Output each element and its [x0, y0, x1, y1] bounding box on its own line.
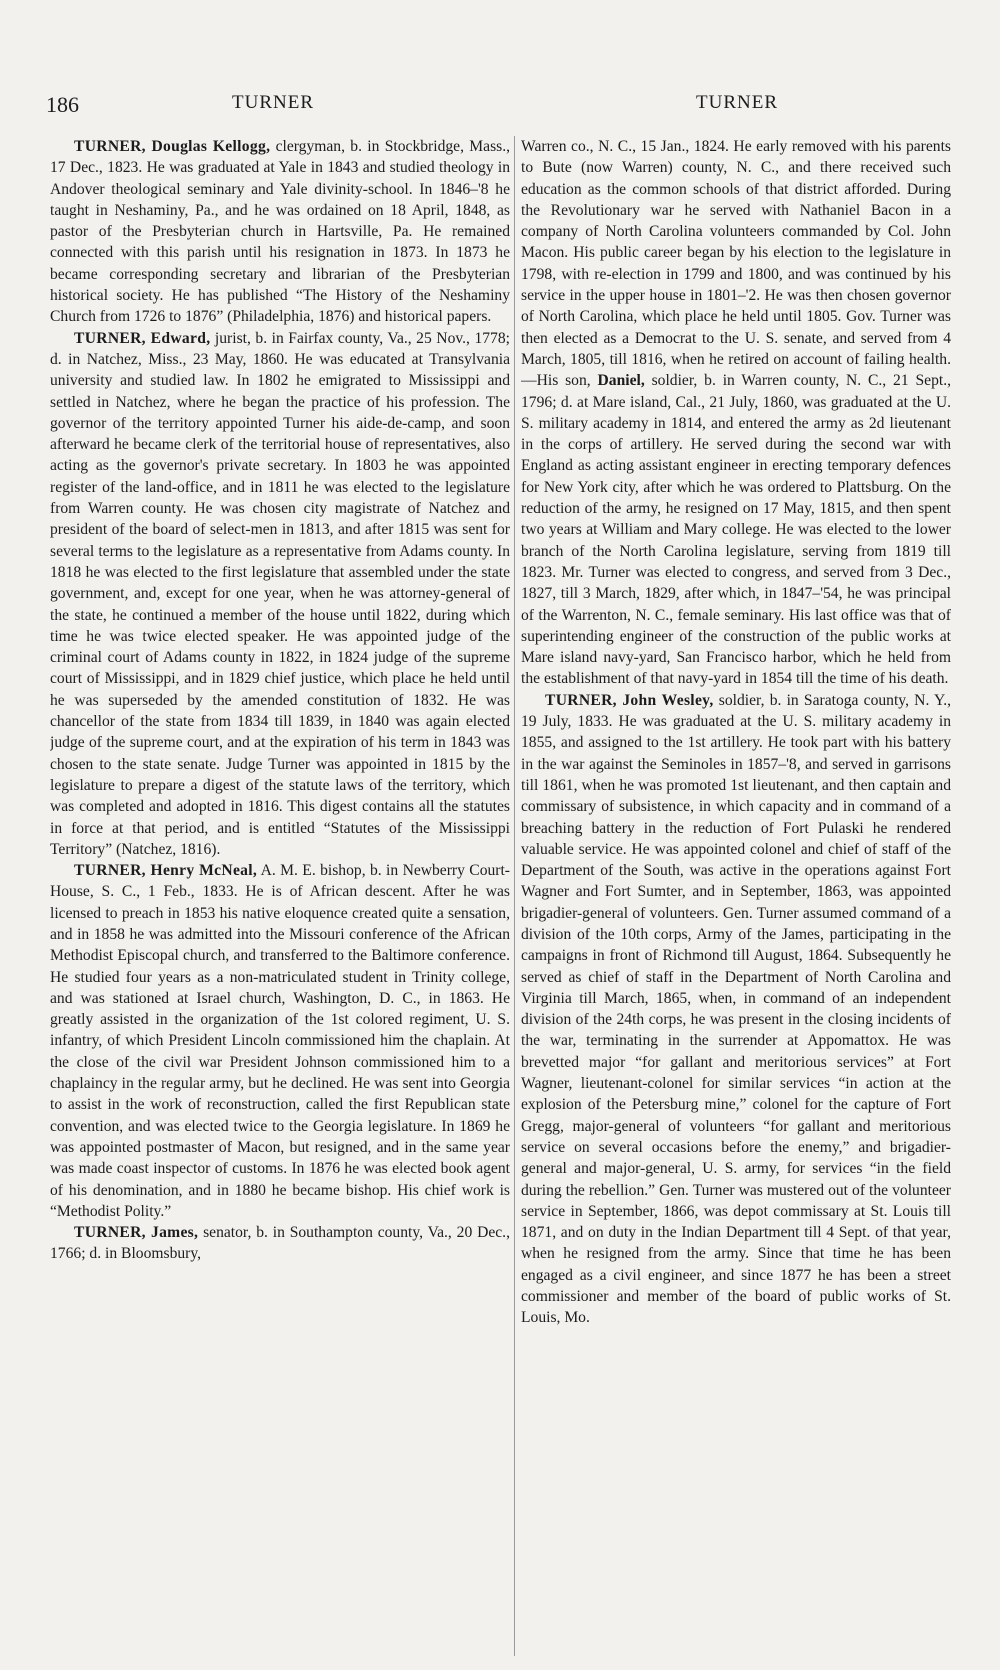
- column-divider: [514, 136, 515, 1656]
- entry-headword: TURNER, Douglas Kellogg,: [74, 138, 271, 155]
- sub-entry-name: Daniel,: [597, 372, 645, 390]
- entry-edward-turner: [50, 328, 510, 860]
- running-head-left: TURNER: [232, 92, 314, 113]
- entry-headword: TURNER, Henry McNeal,: [74, 862, 258, 880]
- entry-james-turner: [50, 1222, 510, 1265]
- page-number: 186: [46, 92, 79, 117]
- entry-text: jurist, b. in Fairfax county, Va., 25 Nov., 1778; d. in Natchez, Miss., 23 May, 1860. He was educated at Transylvania university and studied law. In 1802 he emigrated to Mississippi and settled in Natchez, where he began the practice of his profession. The governor of the territory appointed Turner his aide-de-camp, and soon afterward he became clerk of the territorial house of representatives, also acting as the governor's private secretary. In 1803 he was appointed register of the land-office, and in 1811 he was elected to the legislature from Warren county. He was chosen city magistrate of Natchez and president of the board of select-men in 1813, and after 1815 was sent for several terms to the legislature as a representative from Adams county. In 1818 he was elected to the first legislature that assembled under the state government, and, except for one year, when he was attorney-general of the state, he continued a member of the house until 1822, during which time he was twice elected speaker. He was appointed judge of the criminal court of Adams county in 1822, in 1824 judge of the supreme court of Mississippi, and in 1829 chief justice, which place he held until he was superseded by the amended constitution of 1832. He was chancellor of the state from 1834 till 1839, in 1840 was again elected judge of the supreme court, and at the expiration of his term in 1843 was chosen to the state senate. Judge Turner was appointed in 1815 by the legislature to prepare a digest of the statute laws of the territory, which was completed and adopted in 1816. This digest contains all the statutes in force at that period, and is entitled “Statutes of the Mississippi Territory” (Natchez, 1816).: [50, 329, 510, 858]
- left-column: [50, 136, 510, 1616]
- entry-douglas-kellogg-turner: [50, 136, 510, 328]
- entry-headword: TURNER, John Wesley,: [545, 691, 714, 709]
- entry-james-turner-continued: [521, 136, 951, 690]
- entry-henry-mcneal-turner: [50, 860, 510, 1222]
- entry-text: Warren co., N. C., 15 Jan., 1824. He early removed with his parents to Bute (now Warren) county, N. C., and there received such education as the common schools of that district afforded. During the Revolutionary war he served with Nathaniel Bacon in a company of North Carolina volunteers commanded by Col. John Macon. His public career began by his election to the legislature in 1798, with re-election in 1799 and 1800, and was continued by his service in the upper house in 1801–'2. He was then chosen governor of North Carolina, which place he held until 1805. Gov. Turner was then elected as a Democrat to the U. S. senate, and served from 4 March, 1805, till 1816, when he retired on account of failing health. —His son,: [521, 138, 951, 390]
- entry-text: soldier, b. in Saratoga county, N. Y., 19 July, 1833. He was graduated at the U. S. military academy in 1855, and assigned to the 1st artillery. He took part with his battery in the war against the Seminoles in 1857–'8, and served in garrisons till 1861, when he was promoted 1st lieutenant, and then captain and commissary of subsistence, in which capacity and in command of a breaching battery in the reduction of Fort Pulaski he rendered valuable service. He was appointed colonel and chief of staff of the Department of the South, was active in the operations against Fort Wagner and Fort Sumter, and in September, 1863, was appointed brigadier-general of volunteers. Gen. Turner assumed command of a division of the 10th corps, Army of the James, participating in the campaigns in front of Richmond till August, 1864. Subsequently he served as chief of staff in the Department of North Carolina and Virginia till March, 1865, when, in command of an independent division of the 24th corps, he was present in the closing incidents of the war, terminating in the surrender at Appomattox. He was brevetted major “for gallant and meritorious services” at Fort Wagner, lieutenant-colonel for similar services “in action at the explosion of the Petersburg mine,” colonel for the capture of Fort Gregg, major-general of volunteers “for gallant and meritorious service on several occasions before the enemy,” and brigadier-general and major-general, U. S. army, for services “in the field during the rebellion.” Gen. Turner was mustered out of the volunteer service in September, 1866, was depot commissary at St. Louis till 1871, and on duty in the Indian Department till 4 Sept. of that year, when he resigned from the army. Since that time he has been engaged as a civil engineer, and since 1877 he has been a street commissioner and member of the board of public works of St. Louis, Mo.: [521, 691, 951, 1327]
- running-head-right: TURNER: [696, 92, 778, 113]
- entry-text: senator, b. in Southampton county, Va., 20 Dec., 1766; d. in Bloomsbury,: [50, 1224, 510, 1263]
- entry-text: clergyman, b. in Stockbridge, Mass., 17 Dec., 1823. He was graduated at Yale in 1843 and studied theology in Andover theological seminary and Yale divinity-school. In 1846–'8 he taught in Neshaminy, Pa., and he was ordained on 18 April, 1848, as pastor of the Presbyterian church in Hartsville, Pa. He remained connected with this parish until his resignation in 1873. In 1873 he became corresponding secretary and librarian of the Presbyterian historical society. He has published “The History of the Neshaminy Church from 1726 to 1876” (Philadelphia, 1876) and historical papers.: [50, 138, 510, 326]
- entry-text: soldier, b. in Warren county, N. C., 21 Sept., 1796; d. at Mare island, Cal., 21 July, 1860, was graduated at the U. S. military academy in 1814, and entered the army as 2d lieutenant in the corps of artillery. He served during the second war with England as acting assistant engineer in erecting temporary defences for New York city, after which he was ordered to Plattsburg. On the reduction of the army, he resigned on 17 May, 1815, and then spent two years at William and Mary college. He was elected to the lower branch of the North Carolina legislature, serving from 1819 till 1823. Mr. Turner was elected to congress, and served from 3 Dec., 1827, till 3 March, 1829, after which, in 1847–'54, he was principal of the Warrenton, N. C., female seminary. His last office was that of superintending engineer of the construction of the public works at Mare island navy-yard, San Francisco harbor, which he held from the establishment of that navy-yard in 1854 till the time of his death.: [521, 372, 951, 688]
- right-column: [521, 136, 951, 1616]
- page-header: [46, 92, 946, 122]
- entry-text: A. M. E. bishop, b. in Newberry Court-House, S. C., 1 Feb., 1833. He is of African descent. After he was licensed to preach in 1853 his native eloquence created quite a sensation, and in 1858 he was admitted into the Missouri conference of the African Methodist Episcopal church, and transferred to the Baltimore conference. He studied four years as a non-matriculated student in Trinity college, and was stationed at Israel church, Washington, D. C., in 1863. He greatly assisted in the organization of the 1st colored regiment, U. S. infantry, of which President Lincoln commissioned him the chaplain. At the close of the civil war President Johnson commissioned him to a chaplaincy in the regular army, but he declined. He was sent into Georgia to assist in the work of reconstruction, called the first Republican state convention, and was elected twice to the Georgia legislature. In 1869 he was appointed postmaster of Macon, but resigned, and in the same year was made coast inspector of customs. In 1876 he was elected book agent of his denomination, and in 1880 he became bishop. His chief work is “Methodist Polity.”: [50, 862, 510, 1220]
- entry-john-wesley-turner: [521, 690, 951, 1329]
- entry-headword: TURNER, Edward,: [74, 329, 211, 347]
- entry-headword: TURNER, James,: [74, 1224, 199, 1242]
